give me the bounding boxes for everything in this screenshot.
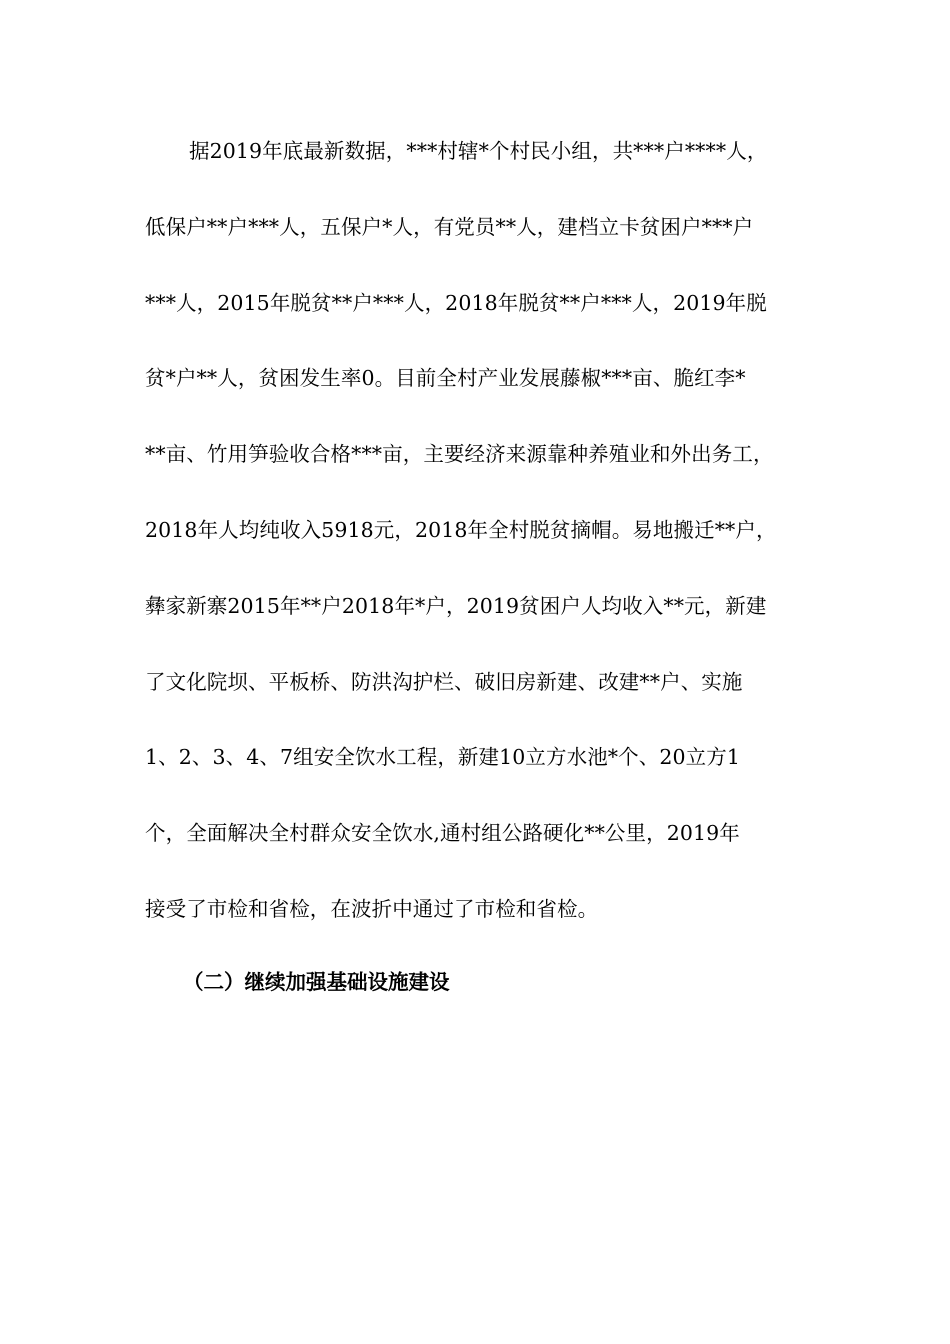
paragraph-line: 了文化院坝、平板桥、防洪沟护栏、破旧房新建、改建**户、实施 (145, 669, 743, 694)
paragraph-line: 接受了市检和省检，在波折中通过了市检和省检。 (145, 896, 599, 921)
paragraph-line: 低保户**户***人，五保户*人，有党员**人，建档立卡贫困户***户 (145, 214, 754, 239)
paragraph-line: 1、2、3、4、7组安全饮水工程，新建10立方水池*个、20立方1 (145, 745, 740, 770)
paragraph-line: ***人，2015年脱贫**户***人，2018年脱贫**户***人，2019年脱 (145, 290, 767, 315)
paragraph-line: 2018年人均纯收入5918元，2018年全村脱贫摘帽。易地搬迁**户， (145, 517, 777, 542)
paragraph-line: 据2019年底最新数据，***村辖*个村民小组，共***户****人， (189, 139, 768, 163)
paragraph-line: 彝家新寨2015年**户2018年*户，2019贫困户人均收入**元，新建 (145, 593, 767, 618)
section-heading: （二）继续加强基础设施建设 (183, 970, 450, 994)
body-paragraph (145, 128, 825, 962)
paragraph-line: **亩、竹用笋验收合格***亩，主要经济来源靠种养殖业和外出务工， (145, 442, 774, 467)
paragraph-line: 贫*户**人，贫困发生率0。目前全村产业发展藤椒***亩、脆红李* (145, 366, 746, 391)
paragraph-line: 个，全面解决全村群众安全饮水,通村组公路硬化**公里，2019年 (145, 821, 740, 846)
